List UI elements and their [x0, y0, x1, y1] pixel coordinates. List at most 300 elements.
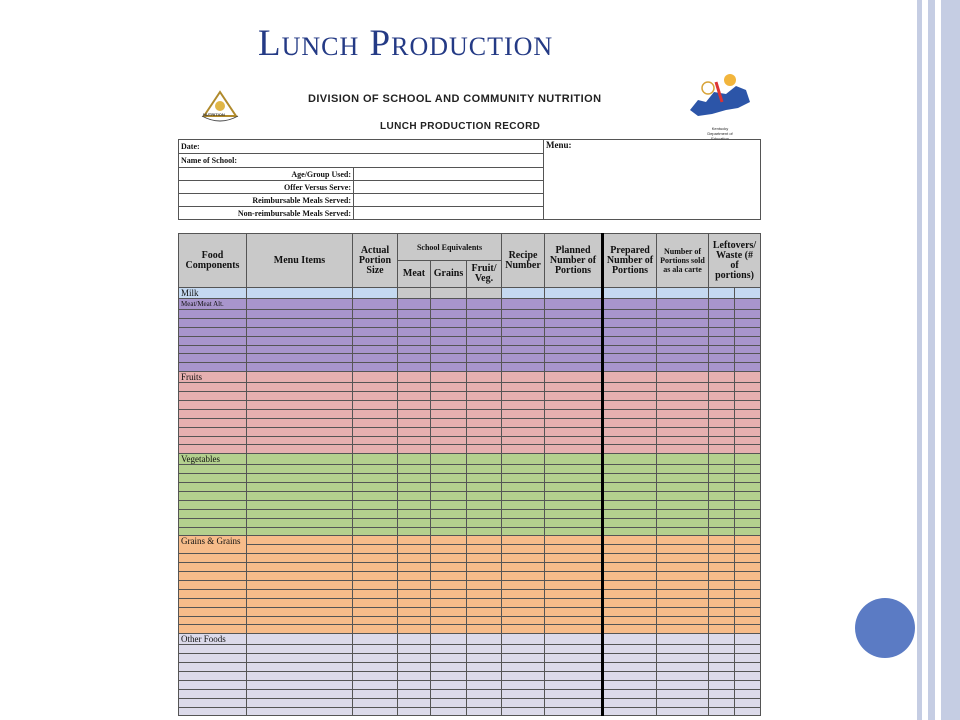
- entry-cell[interactable]: [603, 698, 657, 707]
- entry-cell[interactable]: [467, 634, 502, 645]
- entry-cell[interactable]: [545, 580, 603, 589]
- entry-cell[interactable]: [353, 645, 398, 654]
- age-group-field[interactable]: [354, 168, 544, 181]
- entry-cell[interactable]: [353, 707, 398, 716]
- entry-cell[interactable]: [735, 572, 761, 581]
- entry-cell[interactable]: [709, 634, 735, 645]
- entry-cell[interactable]: [657, 536, 709, 545]
- entry-cell[interactable]: [657, 589, 709, 598]
- entry-cell[interactable]: [657, 698, 709, 707]
- entry-cell[interactable]: [247, 445, 353, 454]
- entry-cell[interactable]: [431, 345, 467, 354]
- entry-cell[interactable]: [709, 689, 735, 698]
- entry-cell[interactable]: [603, 401, 657, 410]
- entry-cell[interactable]: [657, 445, 709, 454]
- offer-field[interactable]: [354, 181, 544, 194]
- entry-cell[interactable]: [709, 436, 735, 445]
- entry-cell[interactable]: [657, 554, 709, 563]
- entry-cell[interactable]: [247, 616, 353, 625]
- entry-cell[interactable]: [247, 327, 353, 336]
- entry-cell[interactable]: [735, 299, 761, 310]
- entry-cell[interactable]: [467, 345, 502, 354]
- entry-cell[interactable]: [398, 500, 431, 509]
- entry-cell[interactable]: [431, 616, 467, 625]
- entry-cell[interactable]: [657, 299, 709, 310]
- entry-cell[interactable]: [657, 310, 709, 319]
- entry-cell[interactable]: [545, 680, 603, 689]
- entry-cell[interactable]: [709, 299, 735, 310]
- entry-cell[interactable]: [398, 392, 431, 401]
- entry-cell[interactable]: [657, 354, 709, 363]
- entry-cell[interactable]: [735, 372, 761, 383]
- entry-cell[interactable]: [247, 680, 353, 689]
- entry-cell[interactable]: [545, 500, 603, 509]
- entry-cell[interactable]: [735, 436, 761, 445]
- entry-cell[interactable]: [502, 500, 545, 509]
- entry-cell[interactable]: [431, 354, 467, 363]
- entry-cell[interactable]: [603, 616, 657, 625]
- entry-cell[interactable]: [545, 536, 603, 545]
- entry-cell[interactable]: [709, 392, 735, 401]
- entry-cell[interactable]: [431, 310, 467, 319]
- entry-cell[interactable]: [431, 536, 467, 545]
- entry-cell[interactable]: [657, 625, 709, 634]
- entry-cell[interactable]: [353, 616, 398, 625]
- entry-cell[interactable]: [502, 663, 545, 672]
- entry-cell[interactable]: [431, 689, 467, 698]
- entry-cell[interactable]: [502, 409, 545, 418]
- entry-cell[interactable]: [247, 372, 353, 383]
- entry-cell[interactable]: [735, 616, 761, 625]
- entry-cell[interactable]: [353, 427, 398, 436]
- entry-cell[interactable]: [657, 518, 709, 527]
- entry-cell[interactable]: [247, 454, 353, 465]
- entry-cell[interactable]: [709, 474, 735, 483]
- entry-cell[interactable]: [657, 580, 709, 589]
- entry-cell[interactable]: [431, 363, 467, 372]
- entry-cell[interactable]: [467, 363, 502, 372]
- entry-cell[interactable]: [735, 634, 761, 645]
- entry-cell[interactable]: [502, 445, 545, 454]
- entry-cell[interactable]: [398, 418, 431, 427]
- entry-cell[interactable]: [467, 707, 502, 716]
- entry-cell[interactable]: [398, 465, 431, 474]
- entry-cell[interactable]: [603, 392, 657, 401]
- entry-cell[interactable]: [398, 680, 431, 689]
- entry-cell[interactable]: [353, 318, 398, 327]
- entry-cell[interactable]: [657, 427, 709, 436]
- entry-cell[interactable]: [735, 663, 761, 672]
- entry-cell[interactable]: [398, 383, 431, 392]
- entry-cell[interactable]: [247, 572, 353, 581]
- entry-cell[interactable]: [467, 401, 502, 410]
- entry-cell[interactable]: [398, 483, 431, 492]
- entry-cell[interactable]: [502, 607, 545, 616]
- entry-cell[interactable]: [545, 654, 603, 663]
- entry-cell[interactable]: [353, 663, 398, 672]
- entry-cell[interactable]: [603, 580, 657, 589]
- entry-cell[interactable]: [502, 598, 545, 607]
- entry-cell[interactable]: [502, 345, 545, 354]
- entry-cell[interactable]: [502, 689, 545, 698]
- entry-cell[interactable]: [735, 500, 761, 509]
- entry-cell[interactable]: [398, 598, 431, 607]
- entry-cell[interactable]: [657, 401, 709, 410]
- entry-cell[interactable]: [735, 698, 761, 707]
- entry-cell[interactable]: [247, 392, 353, 401]
- entry-cell[interactable]: [247, 580, 353, 589]
- entry-cell[interactable]: [502, 680, 545, 689]
- entry-cell[interactable]: [603, 409, 657, 418]
- entry-cell[interactable]: [502, 634, 545, 645]
- entry-cell[interactable]: [398, 589, 431, 598]
- entry-cell[interactable]: [467, 645, 502, 654]
- entry-cell[interactable]: [353, 436, 398, 445]
- entry-cell[interactable]: [502, 536, 545, 545]
- entry-cell[interactable]: [247, 492, 353, 501]
- entry-cell[interactable]: [431, 427, 467, 436]
- entry-cell[interactable]: [709, 500, 735, 509]
- entry-cell[interactable]: [735, 598, 761, 607]
- entry-cell[interactable]: [545, 589, 603, 598]
- entry-cell[interactable]: [709, 518, 735, 527]
- entry-cell[interactable]: [735, 625, 761, 634]
- entry-cell[interactable]: [247, 409, 353, 418]
- entry-cell[interactable]: [467, 500, 502, 509]
- entry-cell[interactable]: [431, 409, 467, 418]
- entry-cell[interactable]: [735, 654, 761, 663]
- entry-cell[interactable]: [657, 689, 709, 698]
- entry-cell[interactable]: [502, 554, 545, 563]
- entry-cell[interactable]: [709, 427, 735, 436]
- entry-cell[interactable]: [545, 645, 603, 654]
- entry-cell[interactable]: [603, 689, 657, 698]
- entry-cell[interactable]: [247, 698, 353, 707]
- entry-cell[interactable]: [603, 483, 657, 492]
- entry-cell[interactable]: [431, 625, 467, 634]
- entry-cell[interactable]: [467, 518, 502, 527]
- entry-cell[interactable]: [657, 345, 709, 354]
- entry-cell[interactable]: [657, 607, 709, 616]
- entry-cell[interactable]: [709, 616, 735, 625]
- entry-cell[interactable]: [657, 663, 709, 672]
- entry-cell[interactable]: [247, 288, 353, 299]
- entry-cell[interactable]: [545, 625, 603, 634]
- entry-cell[interactable]: [709, 409, 735, 418]
- entry-cell[interactable]: [353, 654, 398, 663]
- entry-cell[interactable]: [467, 310, 502, 319]
- entry-cell[interactable]: [709, 589, 735, 598]
- entry-cell[interactable]: [398, 536, 431, 545]
- entry-cell[interactable]: [545, 327, 603, 336]
- entry-cell[interactable]: [545, 698, 603, 707]
- entry-cell[interactable]: [353, 409, 398, 418]
- entry-cell[interactable]: [398, 299, 431, 310]
- entry-cell[interactable]: [709, 554, 735, 563]
- entry-cell[interactable]: [709, 580, 735, 589]
- entry-cell[interactable]: [657, 654, 709, 663]
- entry-cell[interactable]: [603, 654, 657, 663]
- entry-cell[interactable]: [247, 483, 353, 492]
- entry-cell[interactable]: [709, 345, 735, 354]
- entry-cell[interactable]: [657, 372, 709, 383]
- entry-cell[interactable]: [657, 327, 709, 336]
- entry-cell[interactable]: [709, 310, 735, 319]
- entry-cell[interactable]: [431, 392, 467, 401]
- entry-cell[interactable]: [467, 318, 502, 327]
- entry-cell[interactable]: [603, 336, 657, 345]
- entry-cell[interactable]: [603, 500, 657, 509]
- entry-cell[interactable]: [603, 372, 657, 383]
- entry-cell[interactable]: [431, 445, 467, 454]
- entry-cell[interactable]: [467, 545, 502, 554]
- entry-cell[interactable]: [709, 445, 735, 454]
- entry-cell[interactable]: [545, 616, 603, 625]
- entry-cell[interactable]: [353, 580, 398, 589]
- entry-cell[interactable]: [353, 288, 398, 299]
- entry-cell[interactable]: [353, 598, 398, 607]
- entry-cell[interactable]: [603, 299, 657, 310]
- entry-cell[interactable]: [431, 383, 467, 392]
- entry-cell[interactable]: [467, 554, 502, 563]
- entry-cell[interactable]: [502, 318, 545, 327]
- entry-cell[interactable]: [431, 680, 467, 689]
- entry-cell[interactable]: [353, 698, 398, 707]
- entry-cell[interactable]: [467, 654, 502, 663]
- entry-cell[interactable]: [603, 663, 657, 672]
- entry-cell[interactable]: [502, 645, 545, 654]
- entry-cell[interactable]: [353, 634, 398, 645]
- entry-cell[interactable]: [735, 680, 761, 689]
- entry-cell[interactable]: [545, 554, 603, 563]
- entry-cell[interactable]: [709, 465, 735, 474]
- entry-cell[interactable]: [709, 418, 735, 427]
- entry-cell[interactable]: [467, 288, 502, 299]
- entry-cell[interactable]: [467, 299, 502, 310]
- entry-cell[interactable]: [502, 474, 545, 483]
- entry-cell[interactable]: [657, 336, 709, 345]
- entry-cell[interactable]: [709, 671, 735, 680]
- entry-cell[interactable]: [735, 288, 761, 299]
- entry-cell[interactable]: [657, 616, 709, 625]
- entry-cell[interactable]: [353, 492, 398, 501]
- entry-cell[interactable]: [431, 598, 467, 607]
- entry-cell[interactable]: [431, 318, 467, 327]
- entry-cell[interactable]: [467, 327, 502, 336]
- entry-cell[interactable]: [603, 607, 657, 616]
- entry-cell[interactable]: [545, 518, 603, 527]
- entry-cell[interactable]: [735, 580, 761, 589]
- entry-cell[interactable]: [353, 454, 398, 465]
- entry-cell[interactable]: [431, 474, 467, 483]
- entry-cell[interactable]: [502, 383, 545, 392]
- entry-cell[interactable]: [431, 698, 467, 707]
- entry-cell[interactable]: [709, 707, 735, 716]
- entry-cell[interactable]: [467, 427, 502, 436]
- entry-cell[interactable]: [657, 465, 709, 474]
- entry-cell[interactable]: [735, 465, 761, 474]
- entry-cell[interactable]: [709, 383, 735, 392]
- entry-cell[interactable]: [467, 383, 502, 392]
- entry-cell[interactable]: [709, 536, 735, 545]
- entry-cell[interactable]: [735, 707, 761, 716]
- entry-cell[interactable]: [709, 454, 735, 465]
- entry-cell[interactable]: [657, 563, 709, 572]
- entry-cell[interactable]: [657, 634, 709, 645]
- entry-cell[interactable]: [502, 454, 545, 465]
- entry-cell[interactable]: [709, 645, 735, 654]
- entry-cell[interactable]: [545, 372, 603, 383]
- entry-cell[interactable]: [735, 401, 761, 410]
- entry-cell[interactable]: [431, 545, 467, 554]
- entry-cell[interactable]: [353, 509, 398, 518]
- entry-cell[interactable]: [431, 299, 467, 310]
- entry-cell[interactable]: [603, 418, 657, 427]
- entry-cell[interactable]: [467, 354, 502, 363]
- entry-cell[interactable]: [545, 663, 603, 672]
- entry-cell[interactable]: [502, 483, 545, 492]
- entry-cell[interactable]: [545, 492, 603, 501]
- entry-cell[interactable]: [735, 345, 761, 354]
- entry-cell[interactable]: [247, 465, 353, 474]
- entry-cell[interactable]: [709, 527, 735, 536]
- entry-cell[interactable]: [353, 392, 398, 401]
- entry-cell[interactable]: [545, 409, 603, 418]
- entry-cell[interactable]: [502, 563, 545, 572]
- entry-cell[interactable]: [657, 383, 709, 392]
- entry-cell[interactable]: [545, 354, 603, 363]
- entry-cell[interactable]: [502, 363, 545, 372]
- entry-cell[interactable]: [657, 436, 709, 445]
- entry-cell[interactable]: [603, 345, 657, 354]
- entry-cell[interactable]: [247, 663, 353, 672]
- entry-cell[interactable]: [502, 299, 545, 310]
- entry-cell[interactable]: [545, 607, 603, 616]
- entry-cell[interactable]: [398, 345, 431, 354]
- entry-cell[interactable]: [431, 663, 467, 672]
- entry-cell[interactable]: [502, 707, 545, 716]
- entry-cell[interactable]: [502, 625, 545, 634]
- entry-cell[interactable]: [467, 509, 502, 518]
- entry-cell[interactable]: [398, 436, 431, 445]
- entry-cell[interactable]: [467, 527, 502, 536]
- entry-cell[interactable]: [735, 589, 761, 598]
- entry-cell[interactable]: [709, 336, 735, 345]
- entry-cell[interactable]: [247, 554, 353, 563]
- entry-cell[interactable]: [545, 392, 603, 401]
- entry-cell[interactable]: [353, 483, 398, 492]
- entry-cell[interactable]: [603, 354, 657, 363]
- entry-cell[interactable]: [545, 545, 603, 554]
- entry-cell[interactable]: [431, 572, 467, 581]
- entry-cell[interactable]: [398, 634, 431, 645]
- entry-cell[interactable]: [353, 401, 398, 410]
- entry-cell[interactable]: [467, 392, 502, 401]
- entry-cell[interactable]: [467, 409, 502, 418]
- entry-cell[interactable]: [467, 536, 502, 545]
- entry-cell[interactable]: [247, 518, 353, 527]
- entry-cell[interactable]: [353, 354, 398, 363]
- entry-cell[interactable]: [467, 689, 502, 698]
- entry-cell[interactable]: [735, 607, 761, 616]
- entry-cell[interactable]: [735, 310, 761, 319]
- entry-cell[interactable]: [467, 671, 502, 680]
- entry-cell[interactable]: [431, 580, 467, 589]
- entry-cell[interactable]: [398, 545, 431, 554]
- entry-cell[interactable]: [247, 563, 353, 572]
- entry-cell[interactable]: [398, 401, 431, 410]
- entry-cell[interactable]: [545, 509, 603, 518]
- entry-cell[interactable]: [467, 616, 502, 625]
- entry-cell[interactable]: [735, 554, 761, 563]
- entry-cell[interactable]: [657, 645, 709, 654]
- entry-cell[interactable]: [431, 563, 467, 572]
- entry-cell[interactable]: [657, 474, 709, 483]
- entry-cell[interactable]: [657, 527, 709, 536]
- entry-cell[interactable]: [353, 527, 398, 536]
- entry-cell[interactable]: [709, 698, 735, 707]
- entry-cell[interactable]: [431, 554, 467, 563]
- entry-cell[interactable]: [502, 698, 545, 707]
- entry-cell[interactable]: [603, 625, 657, 634]
- entry-cell[interactable]: [709, 563, 735, 572]
- entry-cell[interactable]: [545, 336, 603, 345]
- entry-cell[interactable]: [545, 474, 603, 483]
- entry-cell[interactable]: [502, 327, 545, 336]
- entry-cell[interactable]: [502, 654, 545, 663]
- entry-cell[interactable]: [467, 580, 502, 589]
- entry-cell[interactable]: [603, 545, 657, 554]
- entry-cell[interactable]: [545, 465, 603, 474]
- entry-cell[interactable]: [709, 654, 735, 663]
- reimbursable-field[interactable]: [354, 194, 544, 207]
- entry-cell[interactable]: [247, 418, 353, 427]
- entry-cell[interactable]: [603, 465, 657, 474]
- entry-cell[interactable]: [603, 563, 657, 572]
- entry-cell[interactable]: [431, 607, 467, 616]
- entry-cell[interactable]: [709, 663, 735, 672]
- entry-cell[interactable]: [603, 680, 657, 689]
- entry-cell[interactable]: [431, 654, 467, 663]
- entry-cell[interactable]: [735, 409, 761, 418]
- entry-cell[interactable]: [502, 509, 545, 518]
- entry-cell[interactable]: [431, 436, 467, 445]
- entry-cell[interactable]: [502, 616, 545, 625]
- entry-cell[interactable]: [735, 518, 761, 527]
- entry-cell[interactable]: [545, 454, 603, 465]
- entry-cell[interactable]: [545, 401, 603, 410]
- entry-cell[interactable]: [709, 572, 735, 581]
- entry-cell[interactable]: [735, 354, 761, 363]
- entry-cell[interactable]: [431, 492, 467, 501]
- entry-cell[interactable]: [709, 354, 735, 363]
- entry-cell[interactable]: [735, 536, 761, 545]
- entry-cell[interactable]: [398, 310, 431, 319]
- entry-cell[interactable]: [398, 327, 431, 336]
- entry-cell[interactable]: [545, 572, 603, 581]
- entry-cell[interactable]: [467, 607, 502, 616]
- entry-cell[interactable]: [657, 598, 709, 607]
- entry-cell[interactable]: [603, 288, 657, 299]
- entry-cell[interactable]: [353, 465, 398, 474]
- entry-cell[interactable]: [735, 483, 761, 492]
- entry-cell[interactable]: [657, 707, 709, 716]
- entry-cell[interactable]: [603, 527, 657, 536]
- entry-cell[interactable]: [353, 671, 398, 680]
- entry-cell[interactable]: [467, 572, 502, 581]
- entry-cell[interactable]: [502, 436, 545, 445]
- entry-cell[interactable]: [247, 336, 353, 345]
